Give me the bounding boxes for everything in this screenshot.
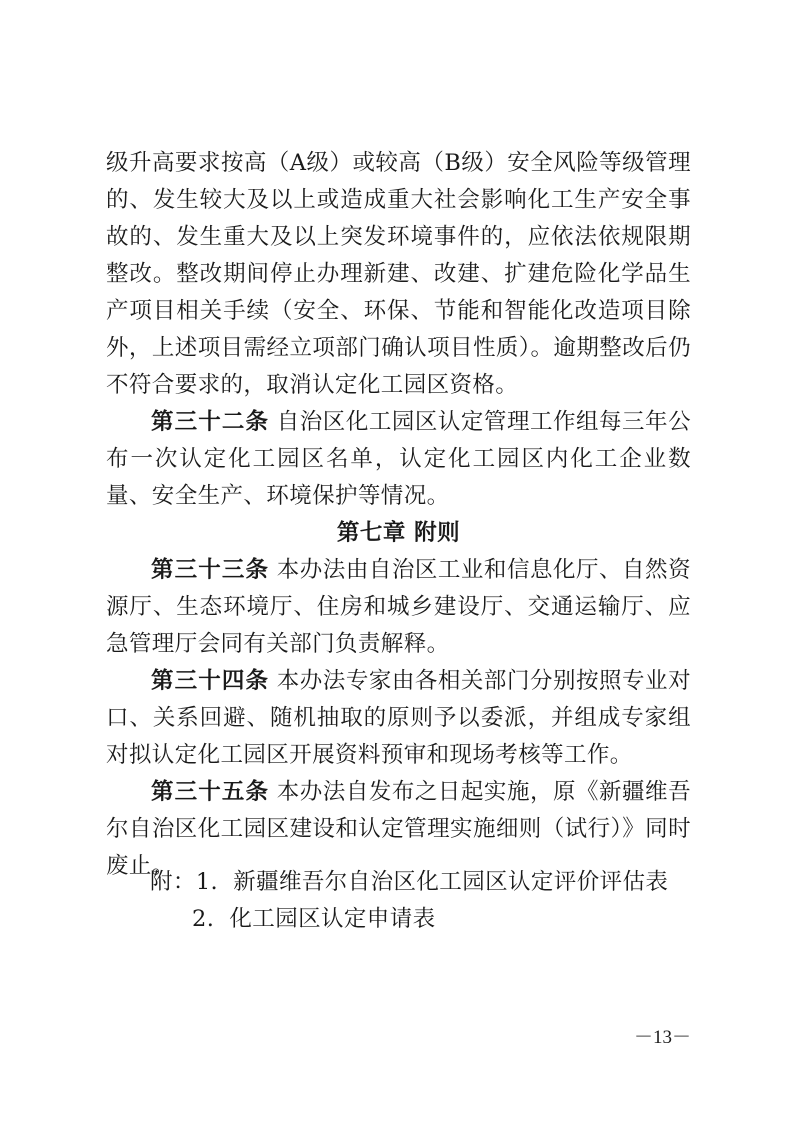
attachment-number: 1. <box>195 869 219 895</box>
article-33 <box>106 552 691 663</box>
paragraph-continuation <box>106 145 691 404</box>
page-number: －13－ <box>633 1027 691 1048</box>
article-heading: 第三十五条 <box>151 779 270 805</box>
paragraph-text: 级升高要求按高（A级）或较高（B级）安全风险等级管理的、发生较大及以上或造成重大社会影响化工生产安全事故的、发生重大及以上突发环境事件的，应依法依规限期整改。整改期间停止办理新建、改建、扩建危险化学品生产项目相关手续（安全、环保、节能和智能化改造项目除外，上述项目需经立项部门确认项目性质）。逾期整改后仍不符合要求的，取消认定化工园区资格。 <box>106 150 691 398</box>
attachment-number: 2. <box>192 906 215 932</box>
attachment-title: 新疆维吾尔自治区化工园区认定评价评估表 <box>233 869 669 895</box>
attachment-item <box>150 901 668 938</box>
attachment-title: 化工园区认定申请表 <box>229 906 436 932</box>
attachments-label: 附： <box>150 869 196 895</box>
body-text <box>106 145 691 885</box>
article-text: 本办法专家由各相关部门分别按照专业对口、关系回避、随机抽取的原则予以委派，并组成专家组对拟认定化工园区开展资料预审和现场考核等工作。 <box>106 668 691 768</box>
article-32 <box>106 404 691 515</box>
article-text: 自治区化工园区认定管理工作组每三年公布一次认定化工园区名单，认定化工园区内化工企业数量、安全生产、环境保护等情况。 <box>106 409 691 509</box>
chapter-title: 第七章 附则 <box>336 520 461 546</box>
article-heading: 第三十三条 <box>151 557 270 583</box>
attachments <box>150 864 668 938</box>
article-heading: 第三十二条 <box>151 409 270 435</box>
article-text: 本办法由自治区工业和信息化厅、自然资源厅、生态环境厅、住房和城乡建设厅、交通运输厅、应急管理厅会同有关部门负责解释。 <box>106 557 691 657</box>
attachment-item <box>150 864 668 901</box>
article-heading: 第三十四条 <box>151 668 270 694</box>
article-text: 本办法自发布之日起实施，原《新疆维吾尔自治区化工园区建设和认定管理实施细则（试行）》同时废止。 <box>106 779 691 879</box>
article-34 <box>106 663 691 774</box>
